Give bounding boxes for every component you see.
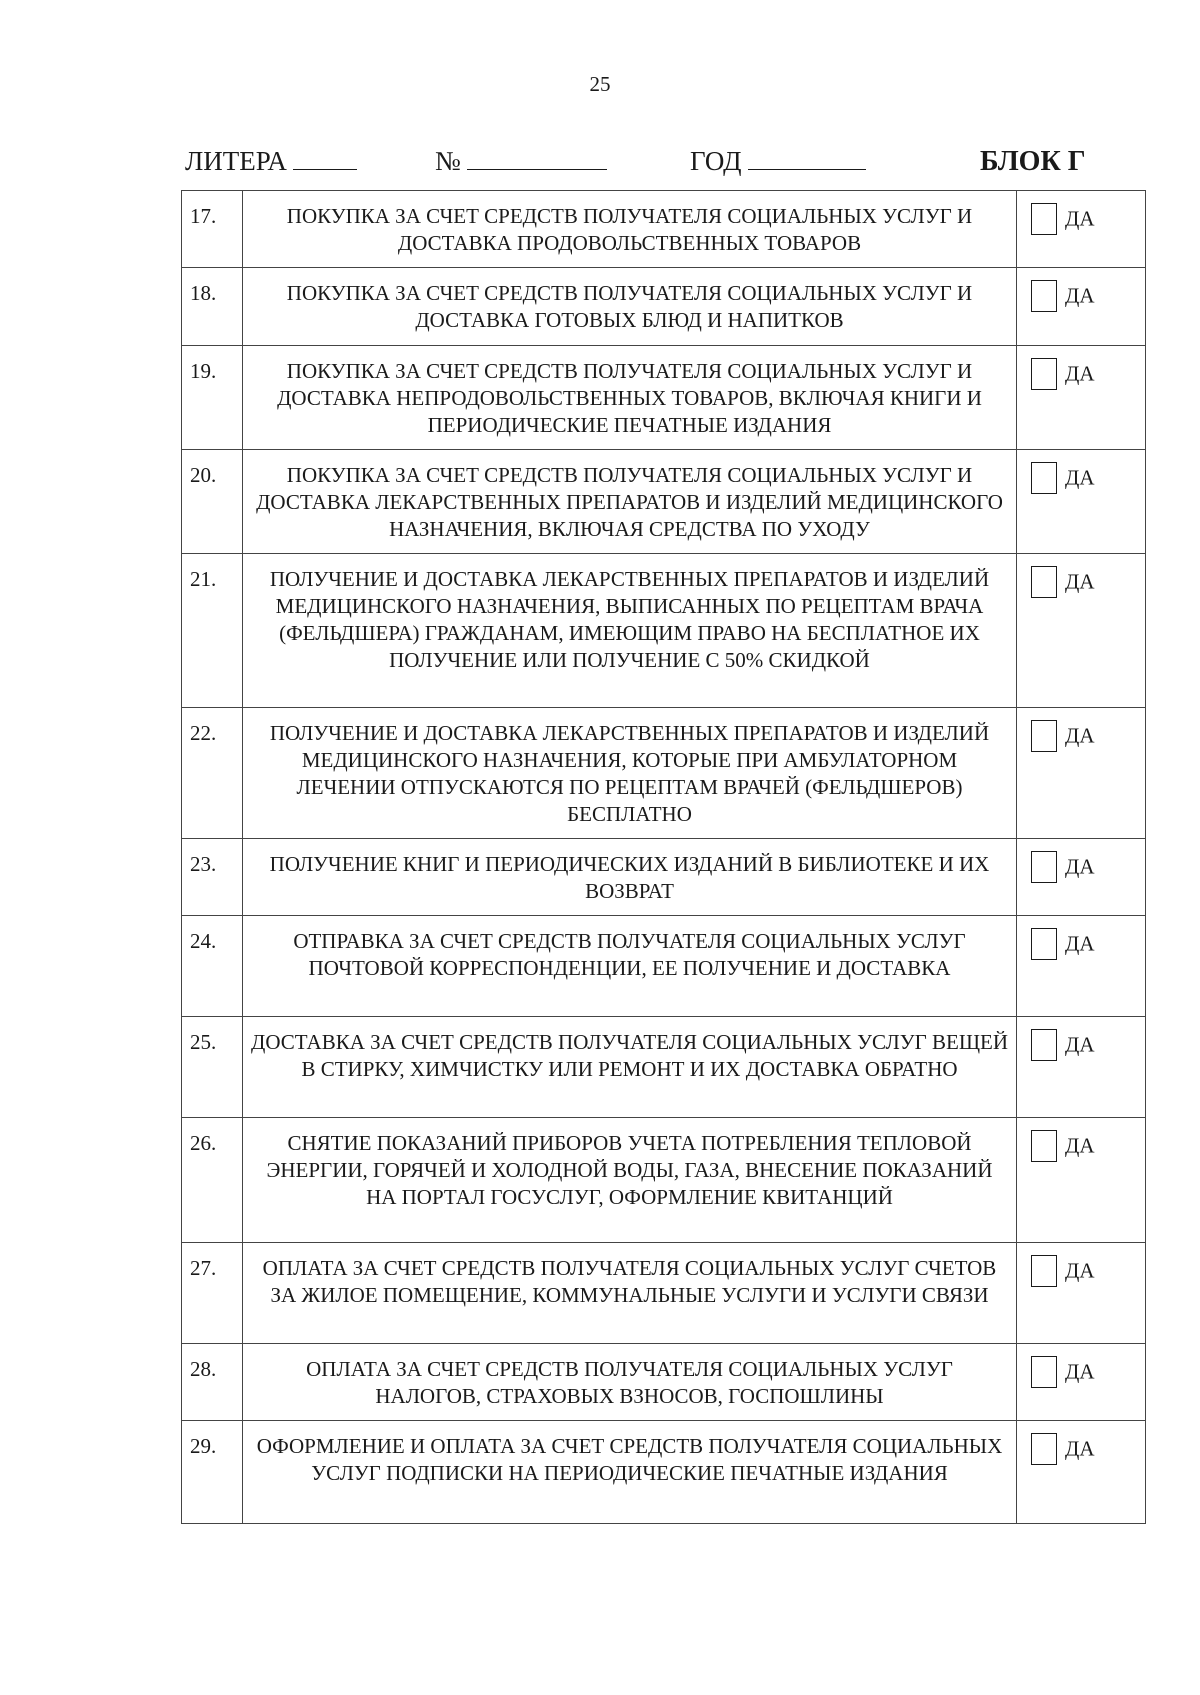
table-row <box>182 1344 1146 1421</box>
table-row <box>182 450 1146 554</box>
services-table-body <box>182 191 1146 1524</box>
table-row <box>182 916 1146 1017</box>
yes-label: ДА <box>1065 1032 1095 1057</box>
yes-checkbox[interactable] <box>1031 851 1057 883</box>
service-description: ПОЛУЧЕНИЕ И ДОСТАВКА ЛЕКАРСТВЕННЫХ ПРЕПАРАТОВ И ИЗДЕЛИЙ МЕДИЦИНСКОГО НАЗНАЧЕНИЯ, ВЫПИСАННЫХ ПО РЕЦЕПТАМ ВРАЧА (ФЕЛЬДШЕРА) ГРАЖДАНАМ, ИМЕЮЩИМ ПРАВО НА БЕСПЛАТНОЕ ИХ ПОЛУЧЕНИЕ ИЛИ ПОЛУЧЕНИЕ С 50% СКИДКОЙ <box>243 554 1017 708</box>
service-description: ДОСТАВКА ЗА СЧЕТ СРЕДСТВ ПОЛУЧАТЕЛЯ СОЦИАЛЬНЫХ УСЛУГ ВЕЩЕЙ В СТИРКУ, ХИМЧИСТКУ ИЛИ РЕМОНТ И ИХ ДОСТАВКА ОБРАТНО <box>243 1017 1017 1118</box>
yes-label: ДА <box>1065 1133 1095 1158</box>
table-row <box>182 554 1146 708</box>
table-row <box>182 191 1146 268</box>
year-field <box>690 146 866 177</box>
table-row <box>182 1243 1146 1344</box>
yes-checkbox[interactable] <box>1031 720 1057 752</box>
table-row <box>182 1118 1146 1243</box>
yes-option-cell <box>1017 1017 1146 1118</box>
yes-checkbox[interactable] <box>1031 203 1057 235</box>
yes-checkbox[interactable] <box>1031 1130 1057 1162</box>
yes-checkbox[interactable] <box>1031 566 1057 598</box>
litera-blank[interactable] <box>293 149 357 170</box>
yes-option-cell <box>1017 1421 1146 1524</box>
services-table <box>181 190 1146 1524</box>
row-number: 18. <box>182 268 243 346</box>
yes-label: ДА <box>1065 465 1095 490</box>
yes-label: ДА <box>1065 361 1095 386</box>
service-description: ОТПРАВКА ЗА СЧЕТ СРЕДСТВ ПОЛУЧАТЕЛЯ СОЦИАЛЬНЫХ УСЛУГ ПОЧТОВОЙ КОРРЕСПОНДЕНЦИИ, ЕЕ ПОЛУЧЕНИЕ И ДОСТАВКА <box>243 916 1017 1017</box>
row-number: 25. <box>182 1017 243 1118</box>
yes-option-cell <box>1017 346 1146 450</box>
year-label: ГОД <box>690 146 742 176</box>
yes-checkbox[interactable] <box>1031 1356 1057 1388</box>
number-field <box>435 146 607 177</box>
row-number: 27. <box>182 1243 243 1344</box>
service-description: ПОКУПКА ЗА СЧЕТ СРЕДСТВ ПОЛУЧАТЕЛЯ СОЦИАЛЬНЫХ УСЛУГ И ДОСТАВКА НЕПРОДОВОЛЬСТВЕННЫХ ТОВАРОВ, ВКЛЮЧАЯ КНИГИ И ПЕРИОДИЧЕСКИЕ ПЕЧАТНЫЕ ИЗДАНИЯ <box>243 346 1017 450</box>
yes-option-cell <box>1017 708 1146 839</box>
number-label: № <box>435 146 461 176</box>
row-number: 19. <box>182 346 243 450</box>
service-description: ОФОРМЛЕНИЕ И ОПЛАТА ЗА СЧЕТ СРЕДСТВ ПОЛУЧАТЕЛЯ СОЦИАЛЬНЫХ УСЛУГ ПОДПИСКИ НА ПЕРИОДИЧЕСКИЕ ПЕЧАТНЫЕ ИЗДАНИЯ <box>243 1421 1017 1524</box>
row-number: 23. <box>182 839 243 916</box>
row-number: 26. <box>182 1118 243 1243</box>
row-number: 24. <box>182 916 243 1017</box>
service-description: ПОКУПКА ЗА СЧЕТ СРЕДСТВ ПОЛУЧАТЕЛЯ СОЦИАЛЬНЫХ УСЛУГ И ДОСТАВКА ПРОДОВОЛЬСТВЕННЫХ ТОВАРОВ <box>243 191 1017 268</box>
yes-label: ДА <box>1065 1436 1095 1461</box>
yes-label: ДА <box>1065 206 1095 231</box>
yes-option-cell <box>1017 191 1146 268</box>
service-description: СНЯТИЕ ПОКАЗАНИЙ ПРИБОРОВ УЧЕТА ПОТРЕБЛЕНИЯ ТЕПЛОВОЙ ЭНЕРГИИ, ГОРЯЧЕЙ И ХОЛОДНОЙ ВОДЫ, ГАЗА, ВНЕСЕНИЕ ПОКАЗАНИЙ НА ПОРТАЛ ГОСУСЛУГ, ОФОРМЛЕНИЕ КВИТАНЦИЙ <box>243 1118 1017 1243</box>
yes-label: ДА <box>1065 569 1095 594</box>
yes-checkbox[interactable] <box>1031 280 1057 312</box>
yes-checkbox[interactable] <box>1031 1433 1057 1465</box>
service-description: ПОКУПКА ЗА СЧЕТ СРЕДСТВ ПОЛУЧАТЕЛЯ СОЦИАЛЬНЫХ УСЛУГ И ДОСТАВКА ГОТОВЫХ БЛЮД И НАПИТКОВ <box>243 268 1017 346</box>
table-row <box>182 839 1146 916</box>
service-description: ПОЛУЧЕНИЕ И ДОСТАВКА ЛЕКАРСТВЕННЫХ ПРЕПАРАТОВ И ИЗДЕЛИЙ МЕДИЦИНСКОГО НАЗНАЧЕНИЯ, КОТОРЫЕ ПРИ АМБУЛАТОРНОМ ЛЕЧЕНИИ ОТПУСКАЮТСЯ ПО РЕЦЕПТАМ ВРАЧЕЙ (ФЕЛЬДШЕРОВ) БЕСПЛАТНО <box>243 708 1017 839</box>
yes-option-cell <box>1017 839 1146 916</box>
yes-option-cell <box>1017 1243 1146 1344</box>
table-row <box>182 268 1146 346</box>
row-number: 21. <box>182 554 243 708</box>
litera-label: ЛИТЕРА <box>185 146 287 176</box>
yes-option-cell <box>1017 450 1146 554</box>
table-row <box>182 346 1146 450</box>
table-row <box>182 1421 1146 1524</box>
row-number: 17. <box>182 191 243 268</box>
yes-label: ДА <box>1065 283 1095 308</box>
service-description: ПОЛУЧЕНИЕ КНИГ И ПЕРИОДИЧЕСКИХ ИЗДАНИЙ В БИБЛИОТЕКЕ И ИХ ВОЗВРАТ <box>243 839 1017 916</box>
form-header <box>185 146 1100 182</box>
service-description: ПОКУПКА ЗА СЧЕТ СРЕДСТВ ПОЛУЧАТЕЛЯ СОЦИАЛЬНЫХ УСЛУГ И ДОСТАВКА ЛЕКАРСТВЕННЫХ ПРЕПАРАТОВ И ИЗДЕЛИЙ МЕДИЦИНСКОГО НАЗНАЧЕНИЯ, ВКЛЮЧАЯ СРЕДСТВА ПО УХОДУ <box>243 450 1017 554</box>
yes-label: ДА <box>1065 931 1095 956</box>
row-number: 29. <box>182 1421 243 1524</box>
number-blank[interactable] <box>467 149 607 170</box>
yes-checkbox[interactable] <box>1031 1029 1057 1061</box>
yes-checkbox[interactable] <box>1031 462 1057 494</box>
block-label: БЛОК Г <box>980 146 1086 177</box>
litera-field <box>185 146 357 177</box>
service-description: ОПЛАТА ЗА СЧЕТ СРЕДСТВ ПОЛУЧАТЕЛЯ СОЦИАЛЬНЫХ УСЛУГ СЧЕТОВ ЗА ЖИЛОЕ ПОМЕЩЕНИЕ, КОММУНАЛЬНЫЕ УСЛУГИ И УСЛУГИ СВЯЗИ <box>243 1243 1017 1344</box>
row-number: 20. <box>182 450 243 554</box>
table-row <box>182 708 1146 839</box>
yes-option-cell <box>1017 554 1146 708</box>
yes-checkbox[interactable] <box>1031 928 1057 960</box>
yes-label: ДА <box>1065 854 1095 879</box>
yes-label: ДА <box>1065 1258 1095 1283</box>
yes-label: ДА <box>1065 1359 1095 1384</box>
yes-option-cell <box>1017 1118 1146 1243</box>
yes-label: ДА <box>1065 723 1095 748</box>
yes-option-cell <box>1017 1344 1146 1421</box>
yes-checkbox[interactable] <box>1031 1255 1057 1287</box>
service-description: ОПЛАТА ЗА СЧЕТ СРЕДСТВ ПОЛУЧАТЕЛЯ СОЦИАЛЬНЫХ УСЛУГ НАЛОГОВ, СТРАХОВЫХ ВЗНОСОВ, ГОСПОШЛИНЫ <box>243 1344 1017 1421</box>
row-number: 28. <box>182 1344 243 1421</box>
row-number: 22. <box>182 708 243 839</box>
yes-checkbox[interactable] <box>1031 358 1057 390</box>
year-blank[interactable] <box>748 149 866 170</box>
page-number: 25 <box>589 72 611 96</box>
yes-option-cell <box>1017 268 1146 346</box>
yes-option-cell <box>1017 916 1146 1017</box>
table-row <box>182 1017 1146 1118</box>
